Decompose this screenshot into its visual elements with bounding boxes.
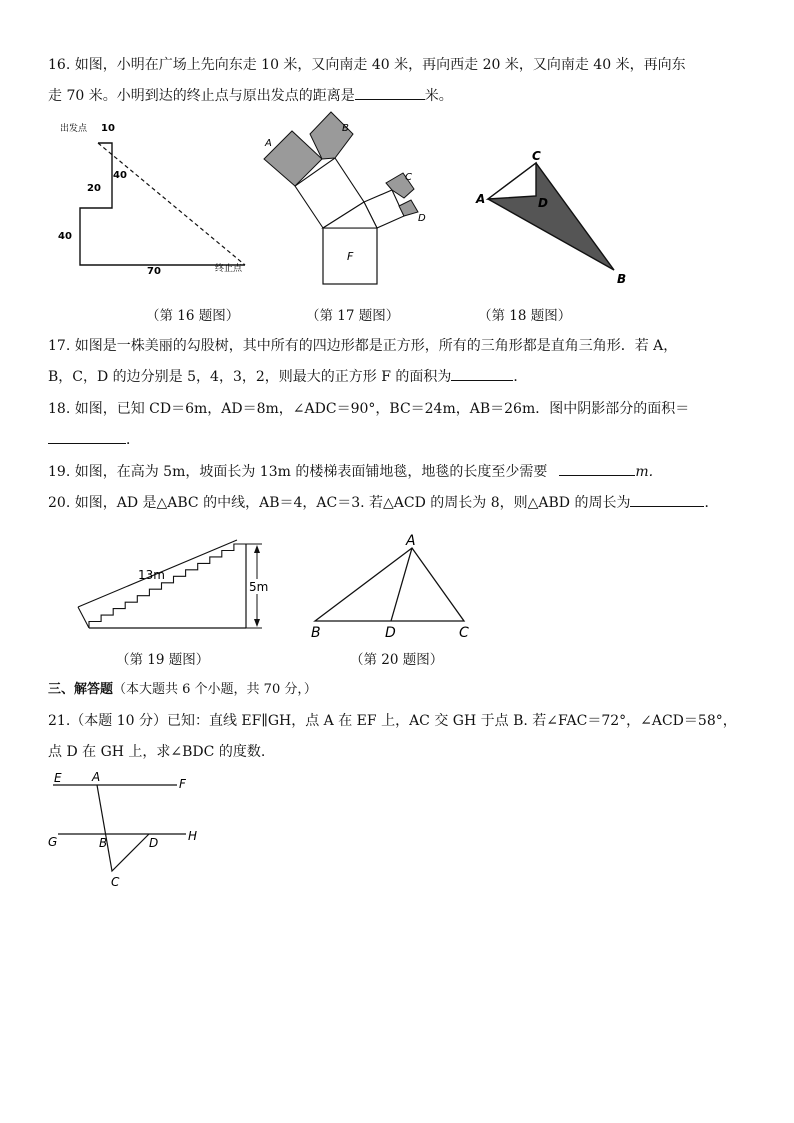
fig21-label-H: H bbox=[188, 829, 198, 843]
fig17-label-A: A bbox=[265, 138, 272, 149]
fig17-label-F: F bbox=[347, 250, 354, 263]
fig18-label-B: B bbox=[617, 272, 627, 286]
caption-16: （第 16 题图） bbox=[146, 308, 240, 324]
fig21-label-D: D bbox=[149, 836, 159, 850]
fig16-len-10: 10 bbox=[101, 123, 115, 134]
caption-18: （第 18 题图） bbox=[478, 308, 572, 324]
fig19-slope-label: 13m bbox=[138, 568, 165, 582]
fig18-label-D: D bbox=[538, 196, 548, 210]
fig16-len-70: 70 bbox=[147, 266, 161, 277]
fig16-len-40b: 40 bbox=[58, 231, 72, 242]
q21-line1: 21.（本题 10 分）已知：直线 EF∥GH，点 A 在 EF 上，AC 交 GH 于点 B. 若∠FAC＝72°，∠ACD＝58°， bbox=[48, 713, 737, 729]
fig20-label-B: B bbox=[311, 625, 321, 641]
fig20-label-D: D bbox=[385, 625, 396, 641]
q17-end: ． bbox=[513, 369, 528, 385]
caption-17: （第 17 题图） bbox=[306, 308, 400, 324]
fig16-end-label: 终止点 bbox=[215, 264, 243, 274]
fig18-label-C: C bbox=[532, 149, 541, 163]
q18-end: ． bbox=[126, 432, 140, 448]
fig21-label-C: C bbox=[111, 875, 120, 889]
q16-text: 走 70 米。小明到达的终止点与原出发点的距离是 bbox=[48, 88, 355, 104]
fig21-label-A: A bbox=[92, 770, 101, 784]
fig17-label-C: C bbox=[405, 172, 412, 183]
q16-line1: 16. 如图，小明在广场上先向东走 10 米，又向南走 40 米，再向西走 20 米，又向南走 40 米，再向东 bbox=[48, 57, 686, 73]
section3-note: （本大题共 6 个小题，共 70 分，） bbox=[113, 682, 317, 697]
q17-line1: 17. 如图是一株美丽的勾股树，其中所有的四边形都是正方形，所有的三角形都是直角三角形．若 A， bbox=[48, 338, 678, 354]
q17-text: B，C，D 的边分别是 5，4，3，2，则最大的正方形 F 的面积为 bbox=[48, 369, 452, 385]
q20-text: 20. 如图，AD 是△ABC 的中线，AB＝4，AC＝3. 若△ACD 的周长为 8，则△ABD 的周长为 bbox=[48, 495, 631, 511]
fig19-height-label: 5m bbox=[249, 580, 269, 594]
caption-19: （第 19 题图） bbox=[116, 652, 210, 668]
fig21-label-G: G bbox=[48, 835, 58, 849]
fig20-label-A: A bbox=[406, 533, 416, 549]
q16-unit: 米。 bbox=[424, 88, 453, 104]
fig17-label-D: D bbox=[418, 213, 426, 224]
q20-end: ． bbox=[704, 495, 719, 511]
fig21-label-B: B bbox=[99, 836, 108, 850]
fig21-label-F: F bbox=[179, 777, 186, 791]
q21-line2: 点 D 在 GH 上，求∠BDC 的度数. bbox=[48, 744, 266, 760]
fig21-label-E: E bbox=[54, 771, 62, 785]
fig16-start-label: 出发点 bbox=[60, 124, 88, 134]
section3-title: 三、解答题 bbox=[48, 682, 114, 697]
q18-line1: 18. 如图，已知 CD＝6m，AD＝8m，∠ADC＝90°，BC＝24m，AB＝26m．图中阴影部分的面积＝ bbox=[48, 401, 690, 417]
q19-text: 19. 如图，在高为 5m，坡面长为 13m 的楼梯表面铺地毯，地毯的长度至少需要 bbox=[48, 464, 548, 480]
fig20-label-C: C bbox=[459, 625, 469, 641]
caption-20: （第 20 题图） bbox=[350, 652, 444, 668]
fig16-len-20: 20 bbox=[87, 183, 101, 194]
fig18-label-A: A bbox=[476, 192, 486, 206]
fig17-label-B: B bbox=[342, 123, 349, 134]
fig16-len-40a: 40 bbox=[113, 170, 127, 181]
q19-unit: m. bbox=[635, 464, 654, 480]
